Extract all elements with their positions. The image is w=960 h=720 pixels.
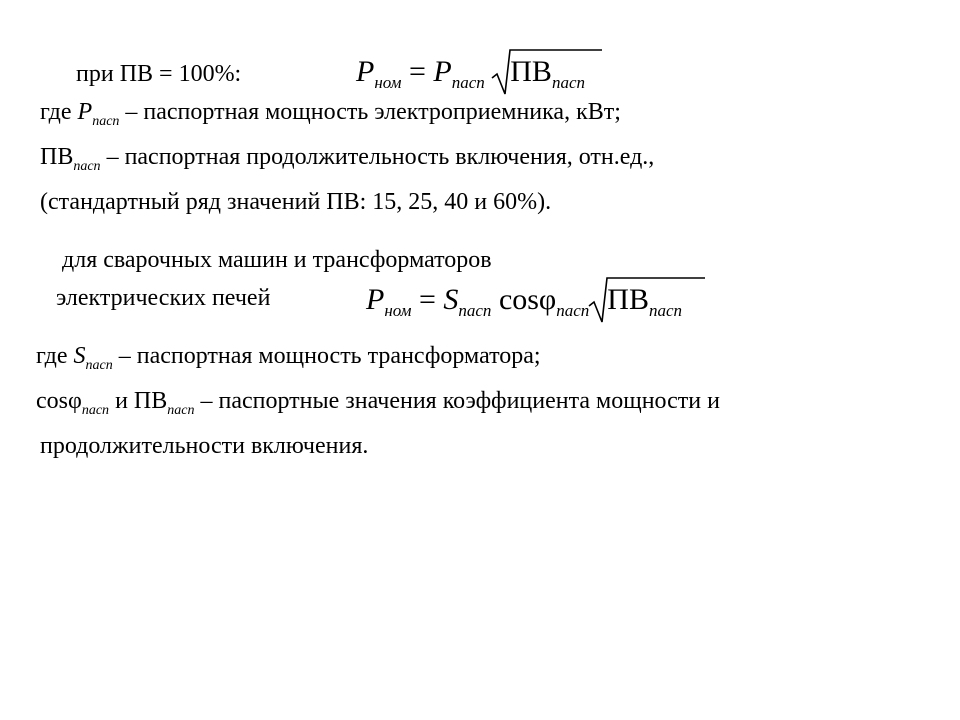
formula-symbol-s: S — [443, 283, 459, 316]
definition-pv-pasp — [40, 143, 654, 175]
formula-symbol-p: P — [356, 55, 375, 88]
formula-subscript-nom: ном — [384, 301, 412, 320]
formula-subscript-s: пасп — [458, 301, 492, 320]
formula-equals: = — [418, 283, 436, 316]
formula-cos: cosφ — [498, 283, 557, 316]
sqrt-radical — [589, 282, 682, 322]
standard-series-text: (стандартный ряд значений ПВ: 15, 25, 40 и 60%). — [40, 189, 552, 215]
sqrt-radical — [492, 54, 585, 94]
def-subscript: пасп — [92, 114, 120, 129]
sqrt-sign-icon — [589, 282, 599, 292]
condition-text: при ПВ = 100%: — [76, 61, 242, 87]
def-subscript-2: пасп — [167, 403, 195, 418]
formula-symbol-p2: P — [433, 55, 452, 88]
def-text: – паспортная мощность электроприемника, кВт; — [119, 99, 621, 125]
electric-furnaces-text: электрических печей — [56, 285, 271, 311]
formula-subscript-pv: пасп — [648, 301, 683, 320]
formula-subscript-cos: пасп — [556, 301, 590, 320]
def-symbol: ПВ — [40, 144, 74, 170]
formula-subscript-pv: пасп — [551, 73, 585, 92]
def-text: – паспортная продолжительность включения, отн.ед., — [100, 144, 655, 170]
def-subscript: пасп — [85, 358, 113, 373]
def-symbol: P — [77, 99, 93, 125]
formula-p-nom — [356, 54, 585, 94]
definition-cos-pv — [36, 387, 720, 419]
def-mid: и ПВ — [109, 388, 168, 414]
def-symbol: S — [73, 343, 86, 369]
formula-pv: ПВ — [607, 283, 649, 316]
def-prefix: где — [36, 343, 74, 369]
definition-p-pasp — [40, 98, 621, 130]
def-text: – паспортная мощность трансформатора; — [112, 343, 541, 369]
definition-s-pasp — [36, 342, 541, 374]
def-text: – паспортные значения коэффициента мощности и — [194, 388, 720, 414]
formula-subscript-pasp: пасп — [451, 73, 485, 92]
def-subscript: пасп — [73, 159, 101, 174]
def-symbol: cosφ — [36, 388, 82, 414]
def-prefix: где — [40, 99, 78, 125]
def-subscript: пасп — [81, 403, 110, 418]
formula-subscript-nom: ном — [374, 73, 402, 92]
continuation-text: продолжительности включения. — [40, 433, 369, 459]
sqrt-sign-icon — [492, 54, 502, 64]
formula-p-nom-s — [366, 282, 682, 322]
formula-pv: ПВ — [510, 55, 552, 88]
formula-equals: = — [408, 55, 426, 88]
formula-symbol-p: P — [366, 283, 385, 316]
welding-machines-text: для сварочных машин и трансформаторов — [62, 247, 492, 273]
